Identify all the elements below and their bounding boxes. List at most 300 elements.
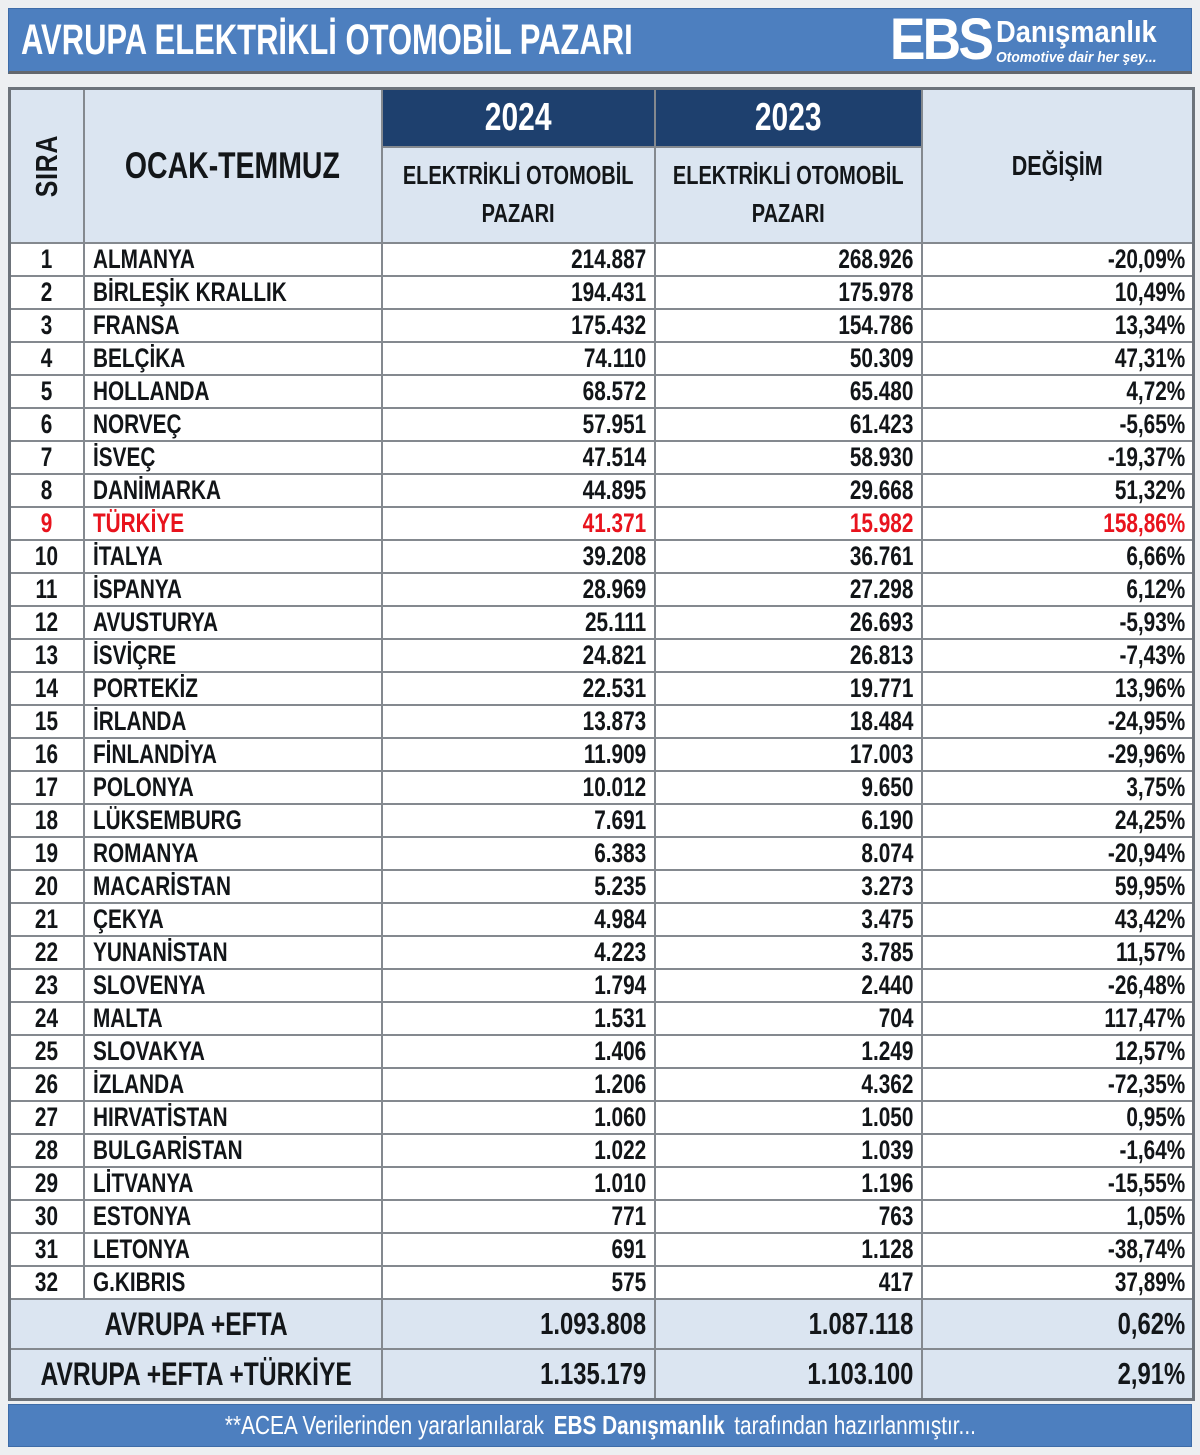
value-2023-cell-text: 29.668 [849, 475, 914, 505]
value-2023-cell-text: 65.480 [849, 376, 914, 406]
country-cell [84, 276, 382, 309]
value-2024-cell [382, 1134, 655, 1167]
table-row [10, 1134, 1194, 1167]
value-2023-cell-text: 3.475 [861, 904, 914, 934]
change-cell [922, 507, 1194, 540]
change-cell-text: -29,96% [1107, 739, 1185, 769]
country-cell [84, 1068, 382, 1101]
value-2023-cell-text: 3.273 [861, 871, 914, 901]
rank-cell-text: 17 [35, 772, 59, 802]
change-cell [922, 441, 1194, 474]
change-cell-text: 13,34% [1114, 310, 1185, 340]
change-cell [922, 738, 1194, 771]
rank-cell-text: 24 [35, 1003, 59, 1033]
country-cell [84, 1167, 382, 1200]
table-row [10, 1035, 1194, 1068]
value-2023-cell-text: 704 [878, 1003, 914, 1033]
rank-cell [10, 1200, 84, 1233]
rank-cell [10, 375, 84, 408]
value-2024-cell [382, 1068, 655, 1101]
rank-cell [10, 606, 84, 639]
table-row [10, 837, 1194, 870]
country-cell-text: G.KIBRIS [92, 1267, 185, 1297]
country-cell-text: HIRVATİSTAN [92, 1102, 228, 1132]
change-cell [922, 606, 1194, 639]
value-2023-cell [655, 1266, 922, 1299]
table-row [10, 771, 1194, 804]
column-header-period [84, 89, 382, 244]
value-2024-cell [382, 705, 655, 738]
header-bar [8, 8, 1192, 74]
table-row [10, 1266, 1194, 1299]
table-row [10, 870, 1194, 903]
value-2024-cell [382, 540, 655, 573]
table-row [10, 573, 1194, 606]
logo-tagline: Otomotive dair her şey... [996, 48, 1157, 66]
change-cell [922, 1167, 1194, 1200]
rank-cell-text: 19 [35, 838, 59, 868]
value-2023-cell [655, 441, 922, 474]
value-2023-cell [655, 540, 922, 573]
rank-cell [10, 1002, 84, 1035]
table-row [10, 738, 1194, 771]
change-cell-text: 4,72% [1126, 376, 1185, 406]
country-cell [84, 639, 382, 672]
rank-cell-text: 32 [35, 1267, 59, 1297]
value-2023-cell-text: 61.423 [849, 409, 914, 439]
change-cell-text: -1,64% [1119, 1135, 1185, 1165]
value-2024-cell-text: 1.022 [594, 1135, 647, 1165]
change-cell [922, 540, 1194, 573]
value-2024-cell [382, 474, 655, 507]
value-2023-cell [655, 1101, 922, 1134]
value-2024-cell [382, 408, 655, 441]
value-2024-cell [382, 573, 655, 606]
value-2024-cell-text: 4.223 [594, 937, 647, 967]
value-2023-cell [655, 903, 922, 936]
change-cell [922, 804, 1194, 837]
value-2024-cell-text: 6.383 [594, 838, 647, 868]
table-row [10, 1233, 1194, 1266]
total-2024-cell [382, 1299, 655, 1349]
value-2023-cell [655, 639, 922, 672]
value-2023-cell-text: 3.785 [861, 937, 914, 967]
change-cell [922, 1233, 1194, 1266]
value-2024-cell [382, 903, 655, 936]
value-2023-cell-text: 763 [878, 1201, 914, 1231]
value-2024-cell [382, 441, 655, 474]
country-cell [84, 573, 382, 606]
country-cell-text: POLONYA [92, 772, 194, 802]
rank-cell [10, 1167, 84, 1200]
value-2023-cell [655, 969, 922, 1002]
value-2024-cell [382, 309, 655, 342]
change-cell [922, 1101, 1194, 1134]
total-change-cell-text: 2,91% [1117, 1356, 1185, 1391]
rank-cell [10, 1068, 84, 1101]
total-2023-cell [655, 1299, 922, 1349]
country-cell-text: LİTVANYA [92, 1168, 193, 1198]
change-cell-text: -20,94% [1107, 838, 1185, 868]
total-change-cell [922, 1299, 1194, 1349]
rank-cell-text: 23 [35, 970, 59, 1000]
country-cell-text: İRLANDA [92, 706, 186, 736]
column-header-2024 [382, 89, 655, 148]
table-totals [10, 1299, 1194, 1400]
rank-cell [10, 408, 84, 441]
rank-cell-text: 7 [40, 442, 53, 472]
rank-cell-text: 18 [35, 805, 59, 835]
value-2023-cell [655, 507, 922, 540]
value-2024-cell [382, 738, 655, 771]
page-title: AVRUPA ELEKTRİKLİ OTOMOBİL PAZARI [21, 15, 633, 64]
table-row [10, 441, 1194, 474]
rank-cell [10, 309, 84, 342]
country-cell-text: İZLANDA [92, 1069, 184, 1099]
change-cell [922, 705, 1194, 738]
country-cell [84, 1134, 382, 1167]
rank-cell-text: 8 [40, 475, 53, 505]
value-2023-cell-text: 27.298 [849, 574, 914, 604]
change-cell [922, 969, 1194, 1002]
table-row [10, 672, 1194, 705]
country-cell [84, 342, 382, 375]
value-2023-cell-text: 26.693 [849, 607, 914, 637]
change-cell [922, 1200, 1194, 1233]
country-cell [84, 870, 382, 903]
change-cell-text: 24,25% [1114, 805, 1185, 835]
change-cell-text: 3,75% [1126, 772, 1185, 802]
table-row [10, 606, 1194, 639]
change-cell [922, 276, 1194, 309]
table-row [10, 408, 1194, 441]
value-2024-cell-text: 11.909 [584, 739, 647, 769]
change-cell-text: 43,42% [1114, 904, 1185, 934]
total-change-cell [922, 1349, 1194, 1400]
country-cell-text: TÜRKİYE [92, 508, 184, 538]
period-label: OCAK-TEMMUZ [125, 145, 340, 186]
rank-cell [10, 969, 84, 1002]
country-cell [84, 1233, 382, 1266]
country-cell-text: ESTONYA [92, 1201, 191, 1231]
rank-cell [10, 1233, 84, 1266]
rank-cell [10, 540, 84, 573]
rank-cell-text: 2 [40, 277, 53, 307]
column-header-2023 [655, 89, 922, 148]
rank-cell-text: 6 [40, 409, 53, 439]
rank-cell-text: 22 [35, 937, 59, 967]
value-2024-cell-text: 1.794 [594, 970, 647, 1000]
country-cell-text: ALMANYA [92, 244, 195, 274]
table-row [10, 375, 1194, 408]
change-cell-text: 12,57% [1114, 1036, 1185, 1066]
change-cell [922, 903, 1194, 936]
value-2023-cell [655, 804, 922, 837]
value-2023-cell-text: 268.926 [838, 244, 914, 274]
value-2024-cell-text: 13.873 [582, 706, 647, 736]
value-2023-cell-text: 2.440 [861, 970, 914, 1000]
rank-cell [10, 1035, 84, 1068]
value-2023-cell [655, 309, 922, 342]
table-row [10, 639, 1194, 672]
value-2024-cell-text: 41.371 [582, 508, 647, 538]
country-cell [84, 507, 382, 540]
value-2023-cell [655, 474, 922, 507]
country-cell-text: SLOVAKYA [92, 1036, 205, 1066]
value-2023-cell [655, 276, 922, 309]
country-cell [84, 1002, 382, 1035]
value-2023-cell [655, 1035, 922, 1068]
value-2024-cell-text: 47.514 [582, 442, 647, 472]
total-change-cell-text: 0,62% [1117, 1306, 1185, 1341]
value-2024-cell [382, 870, 655, 903]
value-2024-cell [382, 1233, 655, 1266]
subheader-2023-label: ELEKTRİKLİ OTOMOBİL PAZARI [672, 160, 904, 228]
footnote-suffix: tarafından hazırlanmıştır... [733, 1410, 976, 1440]
total-row [10, 1349, 1194, 1400]
country-cell-text: BİRLEŞİK KRALLIK [92, 277, 287, 307]
rank-cell-text: 14 [35, 673, 59, 703]
value-2023-cell-text: 4.362 [861, 1069, 914, 1099]
rank-cell-text: 12 [35, 607, 59, 637]
rank-cell [10, 441, 84, 474]
subheader-2024-label: ELEKTRİKLİ OTOMOBİL PAZARI [402, 160, 634, 228]
value-2024-cell-text: 28.969 [582, 574, 647, 604]
rank-cell-text: 27 [35, 1102, 59, 1132]
country-cell-text: AVUSTURYA [92, 607, 218, 637]
total-2023-cell-text: 1.103.100 [807, 1356, 914, 1391]
footnote-brand: EBS Danışmanlık [553, 1410, 725, 1440]
rank-cell [10, 1134, 84, 1167]
country-cell [84, 1035, 382, 1068]
country-cell [84, 969, 382, 1002]
country-cell-text: MACARİSTAN [92, 871, 231, 901]
change-cell-text: 59,95% [1114, 871, 1185, 901]
change-cell-text: 158,86% [1103, 508, 1185, 538]
rank-cell [10, 276, 84, 309]
country-cell-text: FİNLANDİYA [92, 739, 217, 769]
table-row [10, 243, 1194, 276]
rank-cell [10, 705, 84, 738]
country-cell [84, 705, 382, 738]
value-2024-cell-text: 57.951 [582, 409, 647, 439]
table-header [10, 89, 1194, 244]
value-2024-cell-text: 1.531 [594, 1003, 647, 1033]
table-row [10, 276, 1194, 309]
value-2024-cell [382, 1035, 655, 1068]
value-2024-cell [382, 969, 655, 1002]
country-cell [84, 375, 382, 408]
rank-cell [10, 936, 84, 969]
change-cell-text: 13,96% [1114, 673, 1185, 703]
value-2023-cell [655, 672, 922, 705]
table-row [10, 936, 1194, 969]
value-2024-cell [382, 375, 655, 408]
change-cell-text: 11,57% [1115, 937, 1185, 967]
country-cell [84, 738, 382, 771]
value-2024-cell-text: 691 [611, 1234, 647, 1264]
rank-cell-text: 9 [40, 508, 53, 538]
table-row [10, 342, 1194, 375]
rank-cell-text: 20 [35, 871, 59, 901]
column-header-change [922, 89, 1194, 244]
value-2023-cell [655, 738, 922, 771]
country-cell-text: İSVİÇRE [92, 640, 176, 670]
country-cell [84, 606, 382, 639]
change-cell-text: -38,74% [1107, 1234, 1185, 1264]
change-cell-text: 1,05% [1126, 1201, 1185, 1231]
change-cell-text: 6,12% [1126, 574, 1185, 604]
rank-cell [10, 837, 84, 870]
rank-cell [10, 903, 84, 936]
country-cell-text: NORVEÇ [92, 409, 181, 439]
value-2024-cell-text: 1.060 [594, 1102, 647, 1132]
value-2024-cell [382, 1167, 655, 1200]
table-row [10, 309, 1194, 342]
rank-cell [10, 243, 84, 276]
change-cell-text: 10,49% [1114, 277, 1185, 307]
rank-cell-text: 29 [35, 1168, 59, 1198]
rank-cell [10, 573, 84, 606]
total-label-text: AVRUPA +EFTA +TÜRKİYE [40, 1355, 352, 1392]
change-cell [922, 1266, 1194, 1299]
country-cell [84, 309, 382, 342]
change-cell-text: -20,09% [1107, 244, 1185, 274]
change-cell-text: -26,48% [1107, 970, 1185, 1000]
total-row [10, 1299, 1194, 1349]
country-cell-text: MALTA [92, 1003, 163, 1033]
country-cell [84, 936, 382, 969]
change-cell-text: -72,35% [1107, 1069, 1185, 1099]
country-cell [84, 1200, 382, 1233]
value-2024-cell [382, 342, 655, 375]
rank-cell [10, 1266, 84, 1299]
value-2023-cell-text: 417 [878, 1267, 914, 1297]
change-cell [922, 1002, 1194, 1035]
change-cell-text: -24,95% [1107, 706, 1185, 736]
country-cell-text: LETONYA [92, 1234, 190, 1264]
country-cell-text: SLOVENYA [92, 970, 205, 1000]
rank-cell-text: 21 [35, 904, 59, 934]
rank-cell [10, 342, 84, 375]
value-2024-cell-text: 214.887 [571, 244, 647, 274]
rank-cell-text: 5 [40, 376, 53, 406]
total-2023-cell-text: 1.087.118 [808, 1306, 914, 1341]
value-2024-cell [382, 243, 655, 276]
change-cell-text: 47,31% [1114, 343, 1185, 373]
total-label-text: AVRUPA +EFTA [104, 1305, 288, 1342]
country-cell [84, 441, 382, 474]
change-cell [922, 639, 1194, 672]
rank-cell-text: 13 [35, 640, 59, 670]
change-cell-text: -7,43% [1119, 640, 1185, 670]
change-cell [922, 408, 1194, 441]
change-cell [922, 1068, 1194, 1101]
country-cell-text: HOLLANDA [92, 376, 209, 406]
value-2024-cell [382, 507, 655, 540]
value-2024-cell-text: 1.206 [594, 1069, 647, 1099]
change-cell-text: 51,32% [1114, 475, 1185, 505]
change-cell [922, 309, 1194, 342]
change-cell [922, 573, 1194, 606]
rank-cell [10, 804, 84, 837]
value-2023-cell [655, 243, 922, 276]
ebs-logo [881, 7, 1179, 72]
ebs-logo-text: EBS [889, 7, 992, 72]
rank-cell [10, 771, 84, 804]
change-cell-text: -19,37% [1107, 442, 1185, 472]
value-2023-cell [655, 870, 922, 903]
total-2024-cell-text: 1.093.808 [540, 1306, 647, 1341]
value-2023-cell-text: 36.761 [849, 541, 914, 571]
rank-cell [10, 639, 84, 672]
value-2023-cell [655, 1233, 922, 1266]
value-2024-cell [382, 1002, 655, 1035]
rank-cell-text: 11 [35, 574, 58, 604]
table-row [10, 1200, 1194, 1233]
value-2024-cell-text: 68.572 [582, 376, 647, 406]
change-cell [922, 771, 1194, 804]
table-row [10, 705, 1194, 738]
value-2023-cell-text: 1.196 [861, 1168, 914, 1198]
table-row [10, 903, 1194, 936]
value-2023-cell [655, 1200, 922, 1233]
change-cell [922, 243, 1194, 276]
table-row [10, 474, 1194, 507]
table-body [10, 243, 1194, 1299]
year-2024-label: 2024 [484, 96, 552, 139]
logo-text-block [996, 13, 1179, 66]
rank-cell-text: 31 [35, 1234, 59, 1264]
rank-cell-text: 3 [40, 310, 53, 340]
value-2024-cell [382, 606, 655, 639]
table-row [10, 507, 1194, 540]
value-2023-cell-text: 18.484 [849, 706, 914, 736]
logo-brand-name: Danışmanlık [996, 13, 1158, 49]
rank-cell-text: 28 [35, 1135, 59, 1165]
rank-cell-text: 16 [35, 739, 59, 769]
value-2024-cell-text: 771 [611, 1201, 647, 1231]
rank-cell [10, 474, 84, 507]
value-2023-cell [655, 1002, 922, 1035]
value-2023-cell-text: 15.982 [849, 508, 914, 538]
value-2023-cell [655, 837, 922, 870]
value-2024-cell-text: 39.208 [582, 541, 647, 571]
table-row [10, 1101, 1194, 1134]
change-label: DEĞİŞİM [1011, 150, 1103, 181]
rank-cell [10, 507, 84, 540]
value-2024-cell [382, 639, 655, 672]
value-2023-cell-text: 154.786 [838, 310, 914, 340]
country-cell-text: FRANSA [92, 310, 180, 340]
country-cell-text: ROMANYA [92, 838, 198, 868]
country-cell-text: İSPANYA [92, 574, 182, 604]
value-2024-cell [382, 1200, 655, 1233]
change-cell [922, 375, 1194, 408]
value-2024-cell-text: 25.111 [585, 607, 647, 637]
value-2024-cell-text: 10.012 [582, 772, 647, 802]
total-2024-cell [382, 1349, 655, 1400]
rank-cell [10, 1101, 84, 1134]
country-cell-text: PORTEKİZ [92, 673, 198, 703]
value-2023-cell-text: 1.050 [861, 1102, 914, 1132]
country-cell-text: BULGARİSTAN [92, 1135, 243, 1165]
country-cell [84, 837, 382, 870]
value-2023-cell [655, 705, 922, 738]
change-cell-text: -15,55% [1107, 1168, 1185, 1198]
value-2024-cell [382, 1266, 655, 1299]
change-cell [922, 837, 1194, 870]
